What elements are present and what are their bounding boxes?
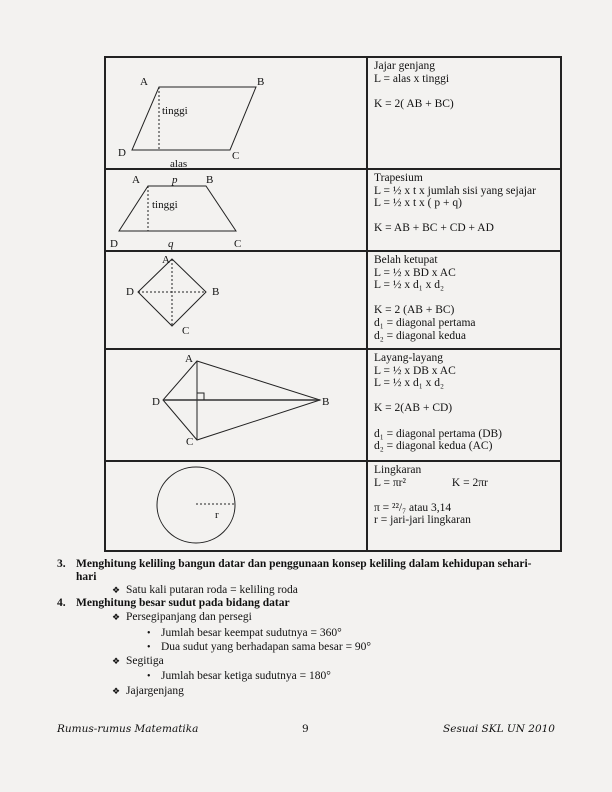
formula-line: d₁ = diagonal pertama (DB) [374,427,503,440]
formula-title: Lingkaran [374,464,422,476]
svg-text:B: B [206,174,214,186]
kite-figure [106,350,368,460]
table-row-rhombus [106,252,560,350]
svg-text:r: r [215,509,219,521]
formula-line: L = ½ x d₁ x d₂ [374,377,444,390]
kite-diagram [106,350,366,460]
rhombus-diagram [106,252,366,348]
diamond-bullet-icon: ❖ [112,612,121,622]
formula-line [374,489,560,502]
formula-line [374,85,560,98]
svg-text:q: q [168,238,174,250]
formula-line: L = ½ x BD x AC [374,266,456,279]
formula-line: L = πr² K = 2πr [374,476,488,489]
parallelogram-formulas [370,58,560,168]
formula-line: L = ½ x d₁ x d₂ [374,279,444,292]
svg-text:tinggi: tinggi [152,199,178,211]
dot-bullet-icon: • [147,671,151,682]
svg-text:A: A [162,254,170,266]
rhombus-formulas [370,252,560,348]
sub-bullet-item: • Jumlah besar ketiga sudutnya = 180° [147,670,331,682]
trapezoid-formulas [370,170,560,250]
svg-text:tinggi: tinggi [162,105,188,117]
trapezoid-figure [106,170,368,250]
table-row-trapezoid [106,170,560,252]
bullet-item: ❖ Segitiga [112,655,164,667]
formula-line [374,415,560,428]
svg-text:D: D [126,286,134,298]
sub-bullet-item: • Dua sudut yang berhadapan sama besar = 90° [147,641,372,653]
dot-bullet-icon: • [147,628,151,639]
circle-diagram [106,462,366,548]
svg-text:D: D [118,147,126,159]
formula-line: r = jari-jari lingkaran [374,514,471,527]
kite-formulas [370,350,560,460]
circle-figure [106,462,368,550]
bullet-item: ❖ Jajargenjang [112,685,184,697]
svg-text:A: A [140,76,148,88]
page-number: 9 [302,723,309,735]
formula-line: d₂ = diagonal kedua [374,329,466,342]
formula-line: L = ½ x t x ( p + q) [374,197,462,210]
formula-line: K = 2( AB + BC) [374,97,454,110]
svg-text:C: C [232,150,240,162]
footer-note: Sesuai SKL UN 2010 [443,723,555,735]
diamond-bullet-icon: ❖ [112,585,121,595]
svg-text:A: A [132,174,140,186]
parallelogram-figure [106,58,368,168]
svg-text:D: D [110,238,118,250]
formula-line: π = ²²/₇ atau 3,14 [374,501,452,514]
section-3-number: 3. [57,558,66,570]
formula-line: K = 2(AB + CD) [374,402,453,415]
formula-line: d₁ = diagonal pertama [374,316,476,329]
section-3-heading: Menghitung keliling bangun datar dan penggunaan konsep keliling dalam kehidupan sehari- [76,558,532,570]
footer-title: Rumus-rumus Matematika [57,723,199,735]
table-row-circle [106,462,560,550]
svg-text:B: B [212,286,220,298]
parallelogram-diagram [106,58,366,168]
svg-text:C: C [234,238,242,250]
section-4-number: 4. [57,597,66,609]
bullet-item: ❖ Satu kali putaran roda = keliling roda [112,584,298,596]
diamond-bullet-icon: ❖ [112,686,121,696]
circle-formulas [370,462,560,550]
table-row-kite [106,350,560,462]
sub-bullet-item: • Jumlah besar keempat sudutnya = 360° [147,627,342,639]
svg-text:alas: alas [170,158,188,168]
svg-text:A: A [185,353,193,365]
formula-line: K = 2 (AB + BC) [374,304,455,317]
bullet-item: ❖ Persegipanjang dan persegi [112,611,252,623]
table-row-parallelogram [106,58,560,170]
formula-line [374,390,560,403]
formula-title: Belah ketupat [374,254,438,266]
formula-line [374,292,560,305]
formula-line: K = AB + BC + CD + AD [374,222,494,235]
svg-text:C: C [182,325,190,337]
formula-line: L = ½ x DB x AC [374,364,456,377]
formula-line: L = alas x tinggi [374,72,450,85]
formula-title: Layang-layang [374,352,443,364]
formula-table [104,56,562,552]
diamond-bullet-icon: ❖ [112,656,121,666]
svg-text:B: B [322,396,330,408]
section-3-heading-cont: hari [76,571,97,583]
dot-bullet-icon: • [147,642,151,653]
rhombus-figure [106,252,368,348]
svg-text:D: D [152,396,160,408]
formula-line: L = ½ x t x jumlah sisi yang sejajar [374,184,536,197]
svg-text:p: p [172,174,178,186]
formula-line: d₂ = diagonal kedua (AC) [374,440,493,453]
section-4-heading: Menghitung besar sudut pada bidang datar [76,597,290,609]
formula-line [374,210,560,223]
formula-title: Trapesium [374,172,423,184]
formula-title: Jajar genjang [374,60,435,72]
svg-text:C: C [186,436,194,448]
trapezoid-diagram [106,170,366,250]
svg-text:B: B [257,76,265,88]
